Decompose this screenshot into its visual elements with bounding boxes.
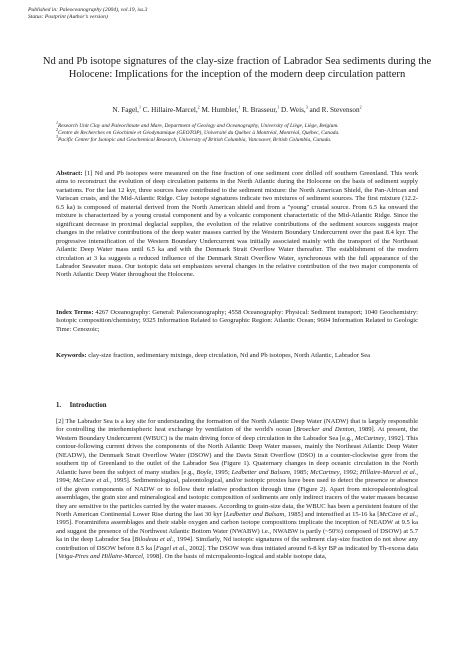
- author: M. Humblet,$^1$: [201, 104, 241, 114]
- author-list: [60, 106, 414, 115]
- index-terms-label: Index Terms:: [56, 309, 94, 316]
- section-number: 1.: [56, 402, 62, 409]
- citation-reference: McCartney: [310, 468, 340, 476]
- paragraph-text: , 1995]. Foraminifera assemblages and their stable oxygen and carbon isotope compositions implicate the inception of NEADW at 9.5 ka and suggest the presence of the Northwest Atlantic Bottom Water (NWABW) i.e., NWABW is partly (~50%) composed of DSOW) at 5.7 ka in the deep Labrador Sea [: [56, 510, 418, 544]
- paragraph-text: , 1994]. Similarly, Nd isotopic signatures of the sediment clay-size fraction do not show any contribution of DSOW before 8.5 ka [: [56, 536, 418, 552]
- keywords-label: Keywords:: [56, 352, 87, 359]
- citation-reference: Fagel et al.: [155, 544, 186, 552]
- keywords: [56, 352, 418, 360]
- introduction-paragraph: [56, 418, 418, 562]
- paragraph-text: [2] The Labrador Sea is a key site for understanding the formation of the North Atlantic Deep Water (NADW) that is largely responsible for controlling the interhemispheric heat exchange by ventilation of the world's ocean [: [56, 418, 418, 434]
- author: C. Hillaire-Marcel,$^2$: [142, 104, 200, 114]
- affiliation: $^1$Research Unit Clay and Paleoclimate and Mare, Department of Geology and Oceanography, University of Liège, Liège, Belgium.: [56, 120, 339, 129]
- citation-reference: Broecker and Denton: [296, 426, 355, 434]
- paragraph-text: , 1989]. At present, the Western Boundary Undercurrent (WBUC) is the main driving force of deep circulation in the Labrador Sea [e.g.,: [56, 426, 419, 442]
- abstract-label: Abstract:: [56, 170, 83, 177]
- keywords-text: clay-size fraction, sedimentary mixings, deep circulation, Nd and Pb isotopes, North Atlantic, Labrador Sea: [86, 352, 370, 359]
- citation-reference: Ledbetter and Balsam: [231, 468, 290, 476]
- index-terms-text: 4267 Oceanography: General: Paleoceanography; 4558 Oceanography: Physical: Sediment transport; 1040 Geochemistry: Isotopic composition/chemistry; 9325 Information Related to Geographic Region: Atlantic Ocean; 9604 Information Related to Geologic Time: Cenozoic;: [56, 309, 418, 333]
- publication-info: Published in: Paleoceanography (2004), vol.19, iss.3: [28, 7, 148, 13]
- paragraph-text: , 1995;: [211, 468, 232, 476]
- citation-reference: Hillaire-Marcel et al.: [359, 468, 417, 476]
- paragraph-text: , 1998]. On the basis of micropaleonto-logical and stable isotope data,: [142, 553, 327, 561]
- section-heading: [56, 402, 107, 409]
- paragraph-text: , 1995]. Sedimentological, paleontological, and/or isotopic proxies have been used to detect the presence or absence of the given components of NADW or to follow their relative production through time (Figure 2). Apart from micropaleontological assemblages, the grain size and mineralogical and isotopic composition of sediments are only indirect tracers of the water masses because they are sensitive to the particles carried by the water masses. According to grain-size data, the WBUC has been a persistent feature of the North American Continental Lower Rise during the last 30 kyr [: [56, 477, 418, 518]
- citation-reference: McCartney: [355, 434, 385, 442]
- affiliation: $^3$Pacific Center for Isotopic and Geochemical Research, University of British Columbia, Vancouver, British Columbia, Canada.: [56, 134, 332, 144]
- publication-status: Status: Postprint (Author’s version): [28, 14, 108, 20]
- citation-reference: McCave et al.: [72, 477, 110, 485]
- section-title: Introduction: [69, 402, 107, 409]
- paper-title: Nd and Pb isotope signatures of the clay-size fraction of Labrador Sea sediments during the Holocene: Implications for the inception of the modern deep circulation pattern: [42, 56, 432, 80]
- citation-reference: Ledbetter and Balsam: [225, 510, 285, 518]
- author: and R. Stevenson$^2$: [309, 104, 362, 114]
- affiliation: $^2$Centre de Recherches en Géochimie et Géodynamique (GEOTOP), Université du Québec à Montréal, Montréal, Québec, Canada.: [56, 127, 340, 137]
- abstract: [56, 170, 418, 280]
- abstract-text: [1] Nd and Pb isotopes were measured on the fine fraction of one sediment core drilled off southern Greenland. This work aims to reconstruct the evolution of deep circulation patterns in the North Atlantic during the Holocene on the basis of sediment supply variations. For the last 12 kyr, three sources have contributed to the sediment mixture: the North American Shield, the Pan-African and Variscan crusts, and the Mid-Atlantic Ridge. Clay isotope signatures indicate two mixtures of sediment sources. The first mixture (12.2-6.5 ka) is composed of material derived from the North American shield and from a "young" crustal source. From 6.5 ka onward the mixture is characterized by a young crustal component and by a volcanic component characteristic of the Mid-Atlantic Ridge. Since the significant decrease in proximal deglacial supplies, the evolution of the relative contributions of the sediment sources suggests major changes in the relative contributions of the deep water masses carried by the Western Boundary Undercurrent over the past 8.4 kyr. The progressive intensification of the Western Boundary Undercurrent was initially associated mainly with the transport of the Northeast Atlantic Deep Water mass until 6.5 ka and with the Denmark Strait Overflow Water thereafter. The establishment of the modern circulation at 3 ka suggests a reduced influence of the Denmark Strait Overflow Water, synchronous with the full appearance of the Labrador Seawater mass. Our isotopic data set emphasizes several changes in the relative contribution of the two major components of North Atlantic Deep Water throughout the Holocene.: [56, 170, 418, 279]
- citation-reference: McCave et al.: [379, 510, 417, 518]
- citation-reference: Boyle: [196, 468, 212, 476]
- paragraph-text: , 1994;: [56, 468, 419, 485]
- paragraph-text: , 2002]. The DSOW was thus initiated around 6-8 kyr BP as indicated by Th-excess data [: [56, 544, 418, 561]
- affiliation-list: [56, 120, 426, 145]
- index-terms: [56, 309, 418, 334]
- author: D. Weis,$^3$: [281, 104, 308, 114]
- paragraph-text: , 1985;: [289, 468, 311, 476]
- author: R. Brasseur,$^1$: [242, 104, 280, 114]
- publication-header: [28, 7, 147, 21]
- paragraph-text: , 1992]. This contour-following current drives the components of the North Atlantic Deep Water masses, mainly the Northeast Atlantic Deep Water (NEADW), the Denmark Strait Overflow Water (DSOW) and the Davis Strait Overflow (DSO) in a counter-clockwise gyre from the southern tip of Greenland to the outlet of the Labrador Sea (Figure 1). Quaternary changes in deep oceanic circulation in the North Atlantic have been the subject of many studies [e.g.,: [56, 434, 418, 476]
- author: N. Fagel,$^1$: [112, 104, 141, 114]
- paragraph-text: , 1985] and intensified at 15-16 ka [: [284, 510, 380, 518]
- citation-reference: Veiga-Pires and Hillaire-Marcel: [58, 553, 143, 561]
- paragraph-text: , 1992;: [339, 468, 360, 476]
- citation-reference: Bilodeau et al.: [134, 536, 174, 544]
